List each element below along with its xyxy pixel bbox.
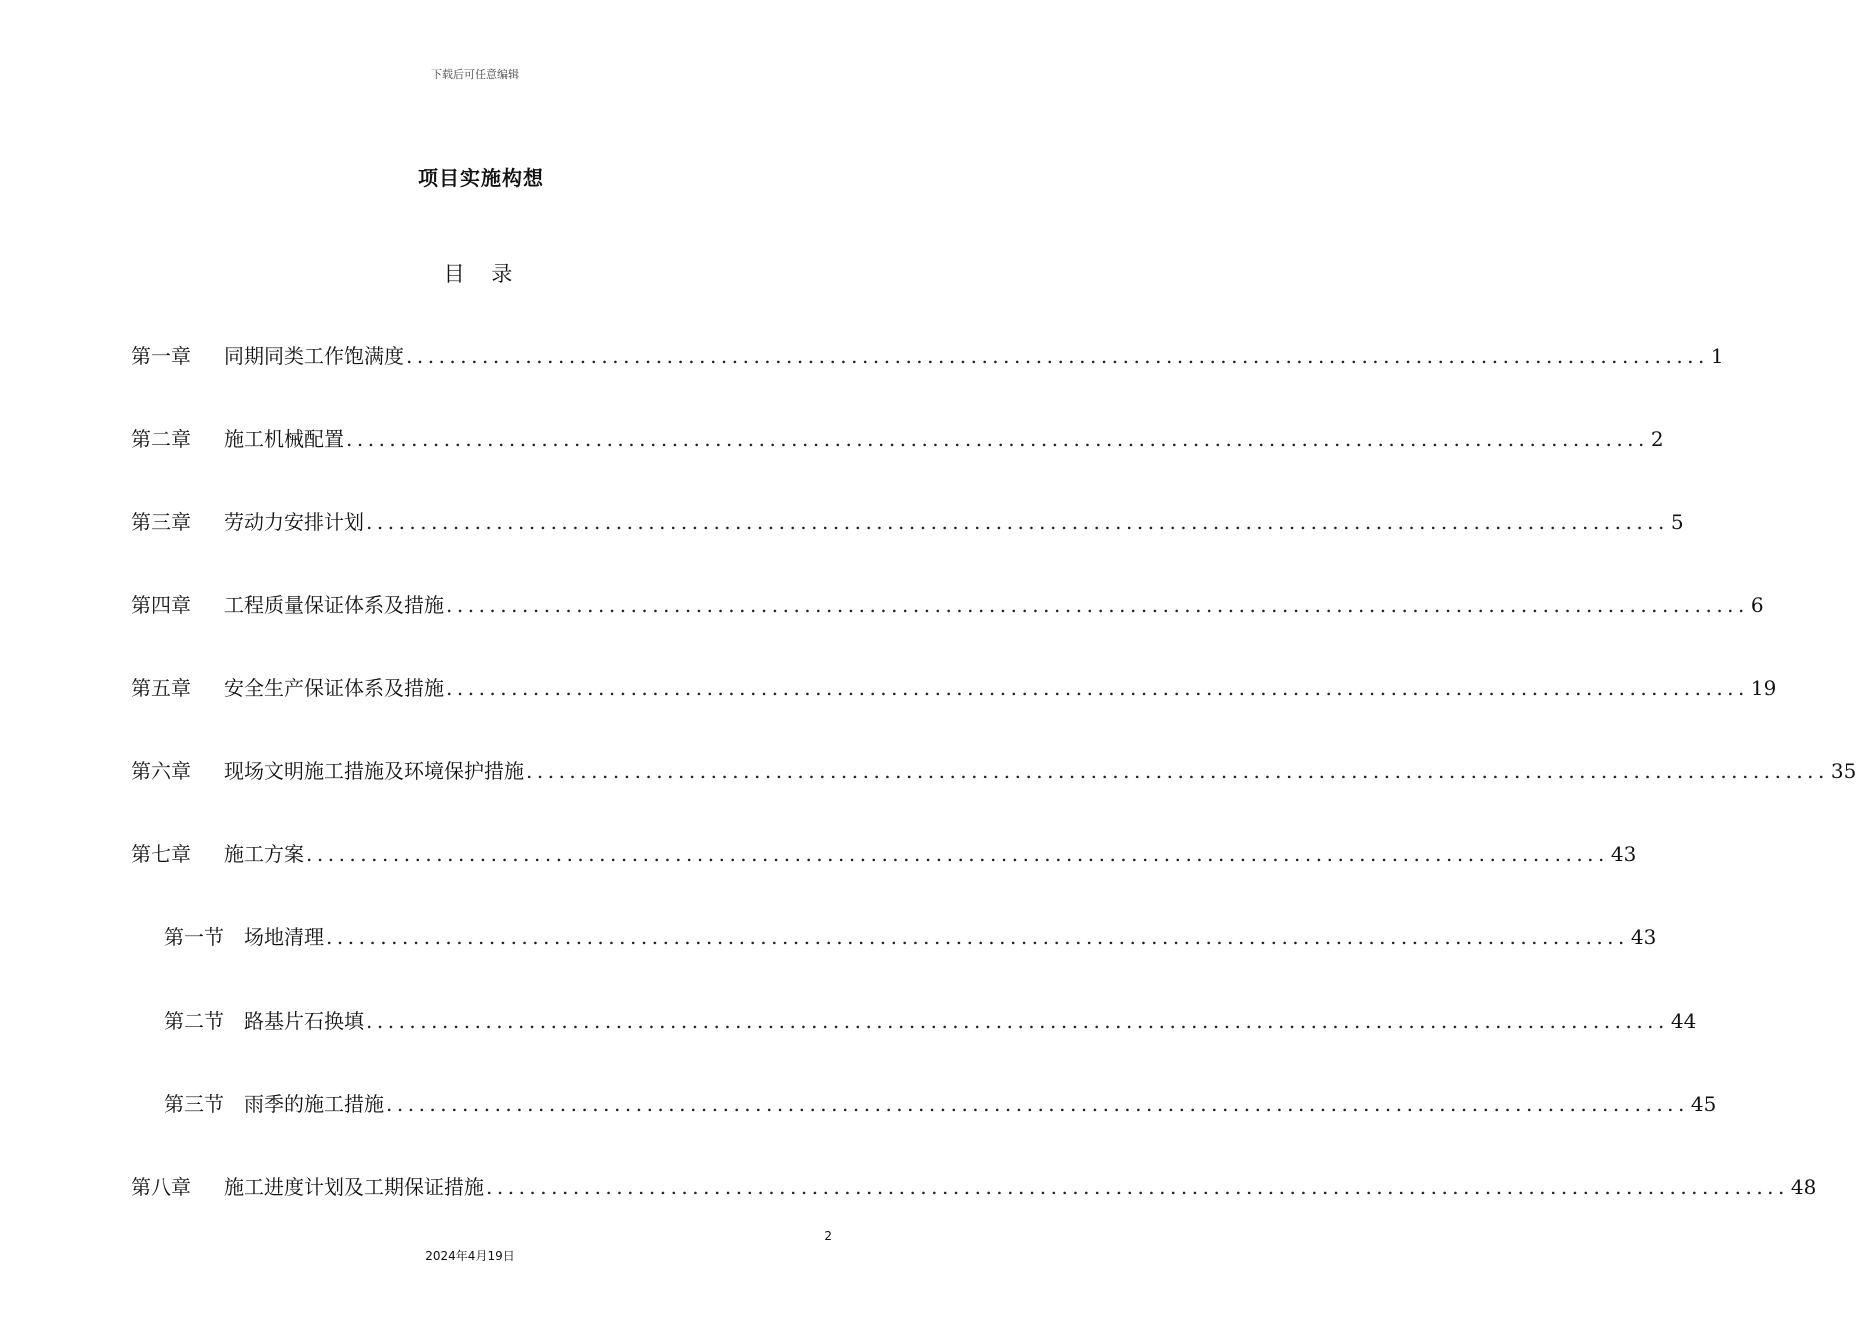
toc-entry-number: 第四章 [131,593,191,617]
toc-entry[interactable] [131,838,1637,868]
toc-dot-leader: ........................................................................................................................ [346,427,1649,451]
toc-entry[interactable] [131,755,1856,785]
toc-entry[interactable] [131,506,1684,536]
toc-entry-title: 施工进度计划及工期保证措施 [224,1175,484,1199]
toc-dot-leader: ........................................................................................................................ [386,1092,1689,1116]
toc-entry[interactable] [164,921,1657,951]
toc-entry[interactable] [131,672,1777,702]
toc-entry[interactable] [164,1088,1717,1118]
toc-entry-number: 第一节 [164,925,224,949]
toc-entry-page: 1 [1710,344,1724,368]
toc-entry-number: 第三节 [164,1092,224,1116]
toc-entry-number: 第六章 [131,759,191,783]
toc-entry-number: 第二节 [164,1009,224,1033]
toc-dot-leader: ........................................................................................................................ [446,593,1749,617]
toc-entry-title: 路基片石换填 [244,1009,364,1033]
toc-entry[interactable] [131,589,1764,619]
toc-entry-title: 施工方案 [224,842,304,866]
toc-entry-title: 安全生产保证体系及措施 [224,676,444,700]
toc-entry-title: 工程质量保证体系及措施 [224,593,444,617]
toc-entry-page: 5 [1670,510,1684,534]
toc-dot-leader: ........................................................................................................................ [406,344,1709,368]
toc-dot-leader: ........................................................................................................................ [306,842,1609,866]
header-note: 下载后可任意编辑 [431,68,519,81]
toc-entry-number: 第七章 [131,842,191,866]
document-title: 项目实施构想 [418,166,544,190]
toc-entry[interactable] [131,423,1664,453]
toc-dot-leader: ........................................................................................................................ [526,759,1829,783]
toc-dot-leader: ........................................................................................................................ [446,676,1749,700]
toc-entry-page: 43 [1630,925,1657,949]
toc-entry-page: 43 [1610,842,1637,866]
toc-dot-leader: ........................................................................................................................ [366,510,1669,534]
toc-entry-page: 44 [1670,1009,1697,1033]
toc-entry-number: 第五章 [131,676,191,700]
toc-entry-title: 施工机械配置 [224,427,344,451]
toc-entry-title: 场地清理 [244,925,324,949]
toc-entry-title: 雨季的施工措施 [244,1092,384,1116]
toc-entry-number: 第八章 [131,1175,191,1199]
toc-entry-page: 35 [1830,759,1856,783]
toc-entry-page: 6 [1750,593,1764,617]
toc-entry[interactable] [131,340,1724,370]
toc-entry-title: 同期同类工作饱满度 [224,344,404,368]
toc-entry-number: 第二章 [131,427,191,451]
toc-entry-number: 第三章 [131,510,191,534]
toc-heading: 目 录 [443,262,523,286]
toc-entry-page: 19 [1750,676,1777,700]
toc-entry[interactable] [164,1005,1697,1035]
toc-entry[interactable] [131,1171,1817,1201]
toc-entry-page: 2 [1650,427,1664,451]
page-number: 2 [824,1229,832,1243]
footer-date: 2024年4月19日 [425,1249,515,1263]
toc-dot-leader: ........................................................................................................................ [366,1009,1669,1033]
toc-entry-title: 劳动力安排计划 [224,510,364,534]
toc-entry-page: 45 [1690,1092,1717,1116]
toc-dot-leader: ........................................................................................................................ [486,1175,1789,1199]
toc-dot-leader: ........................................................................................................................ [326,925,1629,949]
toc-entry-title: 现场文明施工措施及环境保护措施 [224,759,524,783]
toc-entry-number: 第一章 [131,344,191,368]
toc-entry-page: 48 [1790,1175,1817,1199]
